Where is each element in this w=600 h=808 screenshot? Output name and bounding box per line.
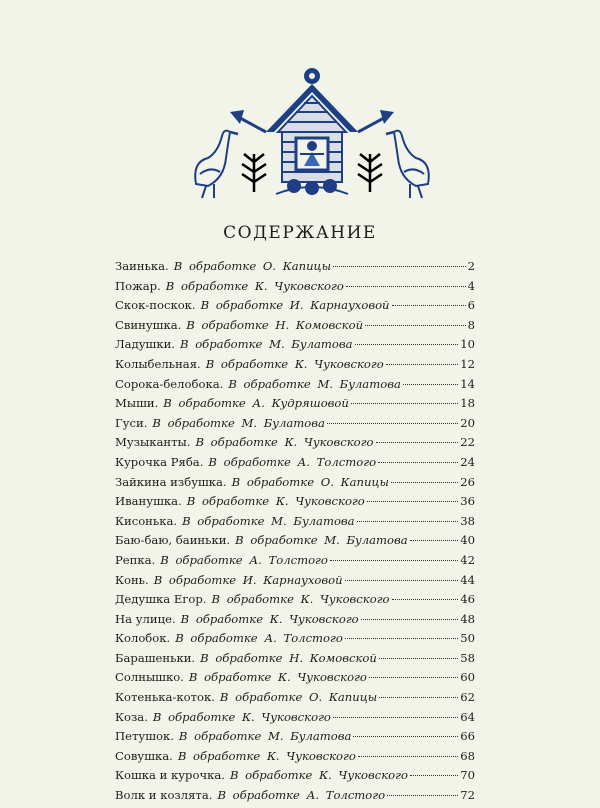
toc-entry[interactable] xyxy=(115,768,475,788)
dot-leader xyxy=(353,736,458,737)
toc-entry-page: 36 xyxy=(460,494,475,509)
toc-entry-adapter: В обработке К. Чуковского xyxy=(229,768,409,783)
toc-entry[interactable] xyxy=(115,631,475,651)
toc-entry-title: Конь. xyxy=(115,572,149,587)
toc-entry[interactable] xyxy=(115,651,475,671)
dot-leader xyxy=(391,482,458,483)
folk-house-illustration xyxy=(178,62,446,210)
toc-entry-adapter: В обработке К. Чуковского xyxy=(152,709,331,724)
toc-entry-adapter: В обработке О. Капицы xyxy=(219,690,378,705)
toc-entry-title: Заинька. xyxy=(115,259,169,273)
folk-house-icon xyxy=(178,62,446,210)
toc-entry-title: Гуси. xyxy=(115,415,148,430)
toc-entry[interactable] xyxy=(115,592,475,612)
toc-entry-page: 10 xyxy=(460,337,475,352)
toc-entry-title: Свинушка. xyxy=(115,317,182,332)
toc-entry-page: 48 xyxy=(460,611,475,626)
toc-entry-title: Колобок. xyxy=(115,631,171,646)
toc-entry-adapter: В обработке А. Толстого xyxy=(217,788,386,803)
toc-entry[interactable] xyxy=(115,612,475,632)
toc-entry-adapter: В обработке И. Карнауховой xyxy=(200,298,390,313)
toc-entry[interactable] xyxy=(115,533,475,553)
toc-entry-adapter: В обработке М. Булатова xyxy=(182,513,355,528)
toc-entry-page: 38 xyxy=(460,513,475,528)
toc-entry-title: Музыканты. xyxy=(115,435,191,450)
dot-leader xyxy=(351,403,458,404)
dot-leader xyxy=(376,442,459,443)
toc-entry-adapter: В обработке М. Булатова xyxy=(179,337,353,352)
toc-entry-title: Скок-поскок. xyxy=(115,298,196,313)
toc-entry[interactable] xyxy=(115,670,475,690)
dot-leader xyxy=(387,795,458,796)
toc-entry-page: 8 xyxy=(467,317,475,332)
toc-entry-title: Дедушка Егор. xyxy=(115,592,207,607)
dot-leader xyxy=(410,775,458,776)
dot-leader xyxy=(333,266,466,267)
toc-entry[interactable] xyxy=(115,357,475,377)
toc-entry-page: 20 xyxy=(460,415,475,430)
toc-entry-title: Коза. xyxy=(115,709,148,724)
toc-entry-page: 14 xyxy=(460,376,475,391)
toc-entry-title: Баю-баю, баиньки. xyxy=(115,533,231,548)
toc-entry-title: Пожар. xyxy=(115,278,161,293)
dot-leader xyxy=(410,540,459,541)
toc-entry-adapter: В обработке К. Чуковского xyxy=(165,278,344,293)
toc-entry-page: 18 xyxy=(460,396,475,411)
toc-entry-title: Мыши. xyxy=(115,396,159,411)
toc-entry-adapter: В обработке А. Кудряшовой xyxy=(163,396,349,411)
dot-leader xyxy=(357,521,459,522)
toc-entry-title: Барашеньки. xyxy=(115,650,196,665)
toc-entry-title: Солнышко. xyxy=(115,670,184,685)
toc-entry-page: 22 xyxy=(460,435,475,450)
toc-entry-page: 68 xyxy=(460,748,475,763)
toc-entry-adapter: В обработке К. Чуковского xyxy=(188,670,367,685)
toc-entry-title: На улице. xyxy=(115,611,176,626)
toc-entry-page: 42 xyxy=(460,552,475,567)
toc-entry-page: 40 xyxy=(460,533,475,548)
toc-entry-page: 72 xyxy=(460,788,475,803)
toc-entry-page: 44 xyxy=(460,572,475,587)
toc-entry[interactable] xyxy=(115,729,475,749)
toc-entry-title: Курочка Ряба. xyxy=(115,454,204,469)
toc-entry-page: 50 xyxy=(460,631,475,646)
toc-entry-adapter: В обработке А. Толстого xyxy=(208,454,377,469)
toc-entry-title: Совушка. xyxy=(115,748,173,763)
dot-leader xyxy=(365,325,466,326)
toc-entry-page: 58 xyxy=(460,650,475,665)
table-of-contents xyxy=(115,259,475,808)
toc-entry[interactable] xyxy=(115,788,475,808)
dot-leader xyxy=(386,364,458,365)
toc-entry-page: 64 xyxy=(460,709,475,724)
toc-entry[interactable] xyxy=(115,749,475,769)
toc-entry-adapter: В обработке Н. Комовской xyxy=(200,650,377,665)
toc-entry-page: 60 xyxy=(460,670,475,685)
toc-entry-adapter: В обработке М. Булатова xyxy=(178,729,352,744)
dot-leader xyxy=(355,344,459,345)
toc-entry-page: 2 xyxy=(467,259,475,273)
toc-entry-adapter: В обработке И. Карнауховой xyxy=(153,572,343,587)
dot-leader xyxy=(346,286,466,287)
toc-entry-title: Репка. xyxy=(115,552,156,567)
toc-entry-adapter: В обработке О. Капицы xyxy=(173,259,332,273)
toc-entry[interactable] xyxy=(115,475,475,495)
toc-entry-page: 26 xyxy=(460,474,475,489)
dot-leader xyxy=(367,501,458,502)
toc-entry-adapter: В обработке А. Толстого xyxy=(175,631,343,646)
toc-entry-page: 12 xyxy=(460,356,475,371)
toc-entry-adapter: В обработке М. Булатова xyxy=(235,533,408,548)
dot-leader xyxy=(379,658,458,659)
toc-entry-title: Волк и козлята. xyxy=(115,788,213,803)
dot-leader xyxy=(379,697,458,698)
toc-entry-adapter: В обработке М. Булатова xyxy=(152,415,325,430)
toc-entry[interactable] xyxy=(115,279,475,299)
dot-leader xyxy=(333,717,458,718)
toc-entry-title: Ладушки. xyxy=(115,337,175,352)
toc-entry-adapter: В обработке К. Чуковского xyxy=(205,356,384,371)
toc-entry-title: Кисонька. xyxy=(115,513,178,528)
toc-entry-adapter: В обработке К. Чуковского xyxy=(180,611,359,626)
dot-leader xyxy=(345,580,459,581)
toc-entry-page: 4 xyxy=(467,278,475,293)
dot-leader xyxy=(378,462,458,463)
toc-entry[interactable] xyxy=(115,514,475,534)
toc-entry[interactable] xyxy=(115,298,475,318)
toc-entry-adapter: В обработке Н. Комовской xyxy=(186,317,364,332)
toc-entry-adapter: В обработке К. Чуковского xyxy=(195,435,374,450)
dot-leader xyxy=(392,599,459,600)
toc-entry-page: 24 xyxy=(460,454,475,469)
dot-leader xyxy=(361,619,459,620)
toc-entry-title: Кошка и курочка. xyxy=(115,768,225,783)
toc-entry-adapter: В обработке К. Чуковского xyxy=(177,748,356,763)
toc-entry-title: Зайкина избушка. xyxy=(115,474,227,489)
toc-entry[interactable] xyxy=(115,573,475,593)
toc-entry-title: Колыбельная. xyxy=(115,356,201,371)
toc-entry[interactable] xyxy=(115,455,475,475)
toc-entry-page: 70 xyxy=(460,768,475,783)
toc-entry-page: 46 xyxy=(460,592,475,607)
toc-entry-adapter: В обработке О. Капицы xyxy=(231,474,389,489)
toc-entry-title: Сорока-белобока. xyxy=(115,376,224,391)
toc-entry[interactable] xyxy=(115,318,475,338)
toc-entry[interactable] xyxy=(115,553,475,573)
toc-entry-adapter: В обработке К. Чуковского xyxy=(211,592,390,607)
toc-entry-title: Петушок. xyxy=(115,729,174,744)
toc-entry[interactable] xyxy=(115,690,475,710)
dot-leader xyxy=(327,423,458,424)
toc-entry[interactable] xyxy=(115,259,475,279)
dot-leader xyxy=(330,560,458,561)
dot-leader xyxy=(392,305,466,306)
toc-entry[interactable] xyxy=(115,377,475,397)
toc-entry-title: Котенька-коток. xyxy=(115,690,215,705)
toc-entry-adapter: В обработке К. Чуковского xyxy=(186,494,365,509)
toc-entry[interactable] xyxy=(115,710,475,730)
dot-leader xyxy=(369,677,458,678)
toc-entry[interactable] xyxy=(115,416,475,436)
toc-heading: СОДЕРЖАНИЕ xyxy=(223,223,377,243)
toc-entry-title: Иванушка. xyxy=(115,494,182,509)
toc-entry-page: 62 xyxy=(460,690,475,705)
toc-entry[interactable] xyxy=(115,435,475,455)
toc-entry[interactable] xyxy=(115,396,475,416)
dot-leader xyxy=(345,638,458,639)
toc-entry[interactable] xyxy=(115,494,475,514)
dot-leader xyxy=(358,756,458,757)
toc-entry-page: 6 xyxy=(467,298,475,313)
toc-entry[interactable] xyxy=(115,337,475,357)
toc-entry-adapter: В обработке А. Толстого xyxy=(160,552,328,567)
toc-entry-adapter: В обработке М. Булатова xyxy=(228,376,401,391)
toc-entry-page: 66 xyxy=(460,729,475,744)
dot-leader xyxy=(403,384,458,385)
